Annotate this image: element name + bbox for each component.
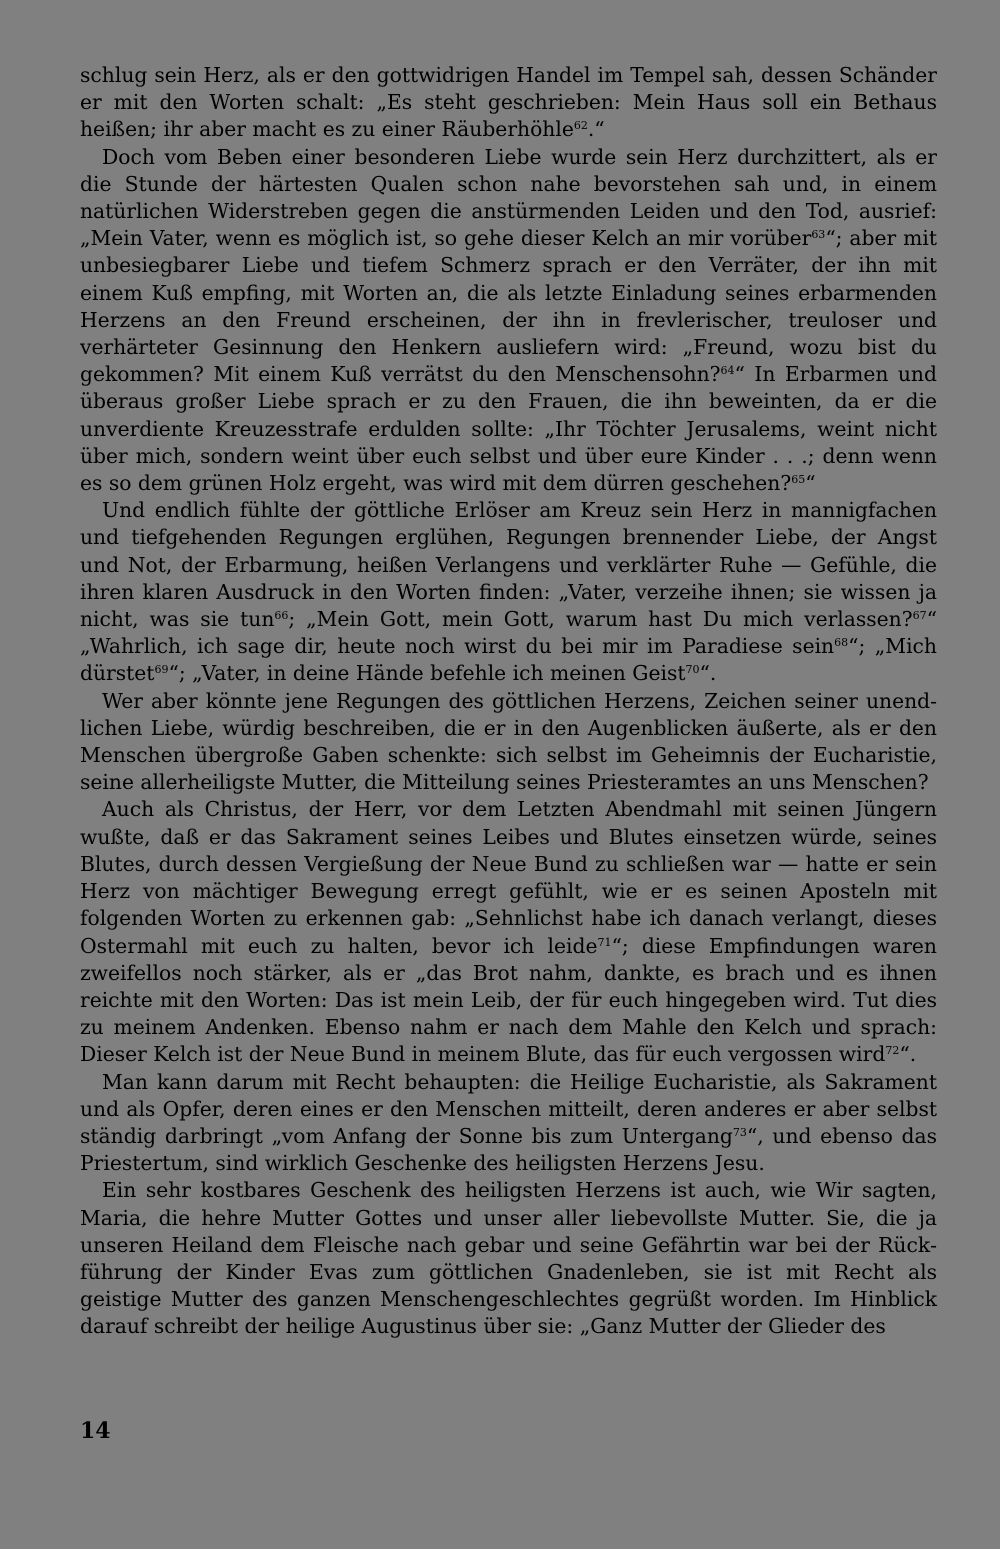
text-run: .“ — [587, 117, 605, 142]
page-body-text — [80, 62, 937, 1341]
text-run: Doch vom Beben einer besonderen Liebe wurde sein Herz durchzittert, als er die Stunde der härtesten Qualen schon nahe bevorstehen sah und, in einem natürlichen Widerstreben gegen die anstürmenden Leiden und den Tod, ausrief: „Mein Vater, wenn es möglich ist, so gehe dieser Kelch an mir vorüber — [80, 144, 937, 251]
text-run: “, und ebenso das Priestertum, sind wirklich Geschenke des heiligsten Herzens Jesu. — [80, 1123, 937, 1176]
text-run: “; aber mit unbesiegbarer Liebe und tiefem Schmerz sprach er den Verräter, der ihn mit einem Kuß empfing, mit Worten an, die als letzte Einladung seines erbarmenden Herzens an den Freund erscheinen, der ihn in frevlerischer, treuloser und verhärteter Gesinnung den Henkern ausliefern wird: „Freund, wozu bist du gekommen? Mit einem Kuß verrätst du den Menschensohn? — [80, 226, 937, 387]
text-run: “ In Erbarmen und überaus großer Liebe sprach er zu den Frauen, die ihn beweinten, da er die unverdiente Kreuzesstrafe erdulden sollte: „Ihr Töchter Jerusalems, weint nicht über mich, sondern weint über euch selbst und über eure Kinder . . .; denn wenn es so dem grünen Holz ergeht, was wird mit dem dürren geschehen? — [80, 362, 937, 496]
text-run: Auch als Christus, der Herr, vor dem Letzten Abendmahl mit seinen Jüngern wußte, daß er das Sakrament seines Leibes und Blutes einsetzen würde, seines Blutes, durch dessen Vergießung der Neue Bund zu schließen war — hatte er sein Herz von mächtiger Bewegung erregt gefühlt, wie er es seinen Aposteln mit folgenden Worten zu erkennen gab: „Sehnlichst habe ich danach verlangt, dieses Ostermahl mit euch zu halten, bevor ich leide — [80, 797, 937, 958]
paragraph — [80, 688, 937, 797]
footnote-marker: 64 — [720, 364, 735, 378]
footnote-marker: 68 — [834, 636, 849, 650]
text-run: Wer aber könnte jene Regungen des göttlichen Herzens, Zeichen seiner unendlichen Liebe, würdig beschreiben, die er in den Augenblicken äußerte, als er den Menschen übergroße Gaben schenkte: sich selbst im Geheimnis der Eucharistie, seine allerheiligste Mutter, die Mitteilung seines Priesteramtes an uns Menschen? — [80, 688, 937, 795]
text-run: “; diese Empfindungen waren zweifellos noch stärker, als er „das Brot nahm, dankte, es brach und es ihnen reichte mit den Worten: Das ist mein Leib, der für euch hingegeben wird. Tut dies zu meinem Andenken. Ebenso nahm er nach dem Mahle den Kelch und sprach: Dieser Kelch ist der Neue Bund in meinem Blute, das für euch vergossen wird — [80, 933, 937, 1067]
footnote-marker: 69 — [154, 663, 169, 677]
text-run: “. — [899, 1042, 917, 1067]
footnote-marker: 67 — [912, 609, 927, 623]
paragraph — [80, 796, 937, 1068]
footnote-marker: 63 — [811, 228, 826, 242]
footnote-marker: 66 — [274, 609, 289, 623]
footnote-marker: 73 — [732, 1125, 747, 1139]
text-run: “; „Vater, in deine Hände befehle ich meinen Geist — [168, 661, 686, 686]
text-run: schlug sein Herz, als er den gottwidrigen Handel im Tempel sah, dessen Schänder er mit den Worten schalt: „Es steht geschrieben: Mein Haus soll ein Bethaus heißen; ihr aber macht es zu einer Räuberhöhle — [80, 63, 937, 142]
paragraph — [80, 497, 937, 687]
paragraph — [80, 62, 937, 144]
footnote-marker: 62 — [573, 119, 588, 133]
paragraph — [80, 1069, 937, 1178]
paragraph — [80, 144, 937, 498]
paragraph — [80, 1177, 937, 1340]
text-run: Und endlich fühlte der göttliche Erlöser am Kreuz sein Herz in mannigfachen und tiefgehenden Regungen erglühen, Regungen brennender Liebe, der Angst und Not, der Erbarmung, heißen Verlangens und verklärter Ruhe — Gefühle, die ihren klaren Ausdruck in den Worten finden: „Vater, verzeihe ihnen; sie wissen ja nicht, was sie tun — [80, 498, 937, 632]
page-number: 14 — [80, 1418, 111, 1444]
footnote-marker: 72 — [885, 1044, 900, 1058]
text-run: “; „Mich dürstet — [80, 634, 937, 686]
text-run: “. — [699, 661, 717, 686]
footnote-marker: 70 — [685, 663, 700, 677]
text-run: Ein sehr kostbares Geschenk des heiligsten Herzens ist auch, wie Wir sagten, Maria, die hehre Mutter Gottes und unser aller liebevollste Mutter. Sie, die ja unseren Heiland dem Fleische nach gebar und seine Gefährtin war bei der Rückführung der Kinder Evas zum göttlichen Gnadenleben, sie ist mit Recht als geistige Mutter des ganzen Menschengeschlechtes gegrüßt worden. Im Hinblick darauf schreibt der heilige Augustinus über sie: „Ganz Mutter der Glieder des — [80, 1178, 937, 1339]
footnote-marker: 71 — [597, 935, 612, 949]
text-run: ; „Mein Gott, mein Gott, warum hast Du mich verlassen? — [288, 607, 913, 632]
footnote-marker: 65 — [791, 473, 806, 487]
text-run: Man kann darum mit Recht behaupten: die Heilige Eucharistie, als Sakrament und als Opfer, deren eines er den Menschen mitteilt, deren anderes er aber selbst ständig darbringt „vom Anfang der Sonne bis zum Untergang — [80, 1069, 937, 1148]
text-run: “ „Wahrlich, ich sage dir, heute noch wirst du bei mir im Paradiese sein — [80, 607, 937, 659]
text-run: “ — [805, 471, 816, 496]
